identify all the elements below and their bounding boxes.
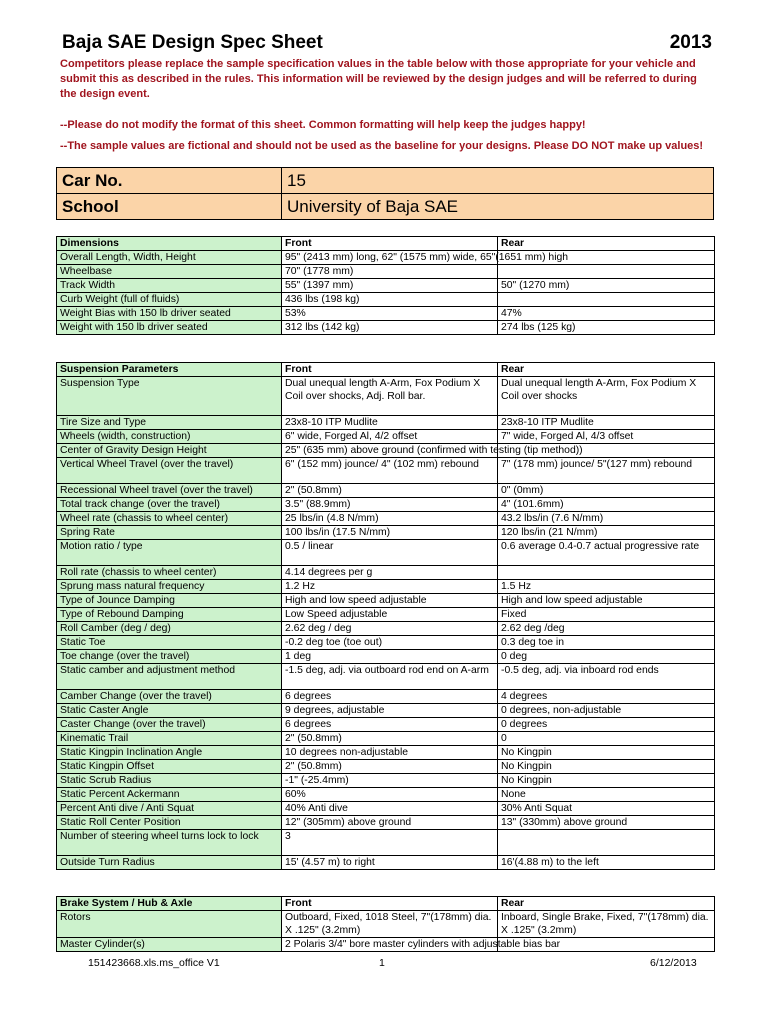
front-value[interactable]: 100 lbs/in (17.5 N/mm): [282, 526, 498, 540]
sheet-year: 2013: [669, 32, 712, 53]
table-row: [57, 377, 715, 416]
suspension-table: [56, 362, 715, 870]
table-row: [57, 802, 715, 816]
table-row: [57, 307, 715, 321]
table-row: [57, 279, 715, 293]
front-value[interactable]: 95" (2413 mm) long, 62" (1575 mm) wide, 65"(1651 mm) high: [282, 251, 498, 265]
car-info-table: [56, 167, 714, 220]
table-row: [57, 650, 715, 664]
spec-label: Static Roll Center Position: [57, 816, 282, 830]
rear-value[interactable]: 0 degrees, non-adjustable: [498, 704, 715, 718]
table-row: [57, 690, 715, 704]
sheet-header: [62, 32, 712, 56]
table-row: [57, 526, 715, 540]
front-value[interactable]: 0.5 / linear: [282, 540, 498, 566]
front-value[interactable]: 2 Polaris 3/4" bore master cylinders with adjustable bias bar: [282, 938, 498, 952]
spec-label: Overall Length, Width, Height: [57, 251, 282, 265]
front-value[interactable]: 70" (1778 mm): [282, 265, 498, 279]
spec-label: Percent Anti dive / Anti Squat: [57, 802, 282, 816]
format-note: --Please do not modify the format of this sheet. Common formatting will help keep the judges happy!: [60, 119, 586, 131]
spec-label: Curb Weight (full of fluids): [57, 293, 282, 307]
spec-label: Number of steering wheel turns lock to lock: [57, 830, 282, 856]
spec-label: Center of Gravity Design Height: [57, 444, 282, 458]
column-header: Front: [282, 363, 498, 377]
table-row: [57, 430, 715, 444]
table-row: [57, 718, 715, 732]
rear-value[interactable]: 0 degrees: [498, 718, 715, 732]
footer-page-number: 1: [379, 957, 385, 969]
table-row: [57, 788, 715, 802]
table-row: [57, 498, 715, 512]
front-value[interactable]: -1" (-25.4mm): [282, 774, 498, 788]
spec-label: Static Kingpin Inclination Angle: [57, 746, 282, 760]
table-row: [57, 856, 715, 870]
school-value[interactable]: University of Baja SAE: [282, 194, 714, 220]
spec-label: Static camber and adjustment method: [57, 664, 282, 690]
column-header: Front: [282, 897, 498, 911]
rear-value[interactable]: [498, 265, 715, 279]
front-value[interactable]: 2" (50.8mm): [282, 484, 498, 498]
column-header: Suspension Parameters: [57, 363, 282, 377]
spec-label: Wheel rate (chassis to wheel center): [57, 512, 282, 526]
spec-label: Kinematic Trail: [57, 732, 282, 746]
table-row: [57, 580, 715, 594]
spec-label: Rotors: [57, 911, 282, 938]
table-row: [57, 830, 715, 856]
front-value[interactable]: Outboard, Fixed, 1018 Steel, 7"(178mm) dia. X .125" (3.2mm): [282, 911, 498, 938]
front-value[interactable]: 10 degrees non-adjustable: [282, 746, 498, 760]
sample-note: --The sample values are fictional and should not be used as the baseline for your designs. Please DO NOT make up values!: [60, 140, 704, 152]
spec-label: Caster Change (over the travel): [57, 718, 282, 732]
spec-label: Static Caster Angle: [57, 704, 282, 718]
spec-label: Sprung mass natural frequency: [57, 580, 282, 594]
table-row: [57, 746, 715, 760]
spec-label: Recessional Wheel travel (over the travel): [57, 484, 282, 498]
rear-value[interactable]: Inboard, Single Brake, Fixed, 7"(178mm) dia. X .125" (3.2mm): [498, 911, 715, 938]
rear-value[interactable]: No Kingpin: [498, 760, 715, 774]
front-value[interactable]: 53%: [282, 307, 498, 321]
spec-label: Master Cylinder(s): [57, 938, 282, 952]
front-value[interactable]: 9 degrees, adjustable: [282, 704, 498, 718]
rear-value[interactable]: 2.62 deg /deg: [498, 622, 715, 636]
school-label: School: [57, 194, 282, 220]
rear-value[interactable]: 0: [498, 732, 715, 746]
table-row: [57, 540, 715, 566]
table-row: [57, 664, 715, 690]
table-row: [57, 594, 715, 608]
brake-table: [56, 896, 715, 952]
table-row: [57, 636, 715, 650]
spec-label: Wheelbase: [57, 265, 282, 279]
rear-value[interactable]: 16'(4.88 m) to the left: [498, 856, 715, 870]
table-row: [57, 704, 715, 718]
table-row: [57, 911, 715, 938]
sheet-title: Baja SAE Design Spec Sheet: [62, 32, 323, 53]
spec-label: Roll rate (chassis to wheel center): [57, 566, 282, 580]
table-row: [57, 608, 715, 622]
table-row: [57, 566, 715, 580]
school-row: [57, 194, 714, 220]
spec-label: Toe change (over the travel): [57, 650, 282, 664]
rear-value[interactable]: 1.5 Hz: [498, 580, 715, 594]
rear-value[interactable]: Fixed: [498, 608, 715, 622]
spec-label: Motion ratio / type: [57, 540, 282, 566]
front-value[interactable]: 6" (152 mm) jounce/ 4" (102 mm) rebound: [282, 458, 498, 484]
front-value[interactable]: 40% Anti dive: [282, 802, 498, 816]
spec-label: Type of Jounce Damping: [57, 594, 282, 608]
rear-value[interactable]: 0" (0mm): [498, 484, 715, 498]
spec-label: Weight Bias with 150 lb driver seated: [57, 307, 282, 321]
table-header-row: [57, 363, 715, 377]
spec-label: Camber Change (over the travel): [57, 690, 282, 704]
spec-label: Static Kingpin Offset: [57, 760, 282, 774]
table-row: [57, 484, 715, 498]
column-header: Rear: [498, 237, 715, 251]
rear-value[interactable]: 274 lbs (125 kg): [498, 321, 715, 335]
rear-value[interactable]: 4 degrees: [498, 690, 715, 704]
spec-label: Static Percent Ackermann: [57, 788, 282, 802]
rear-value[interactable]: 7" wide, Forged Al, 4/3 offset: [498, 430, 715, 444]
rear-value[interactable]: 0.3 deg toe in: [498, 636, 715, 650]
front-value[interactable]: 6 degrees: [282, 690, 498, 704]
rear-value[interactable]: 7" (178 mm) jounce/ 5"(127 mm) rebound: [498, 458, 715, 484]
table-header-row: [57, 237, 715, 251]
spec-label: Suspension Type: [57, 377, 282, 416]
table-row: [57, 321, 715, 335]
intro-note: Competitors please replace the sample specification values in the table below with those appropriate for your vehicle and submit this as described in the rules. This information will be reviewed by the design judges and will be referred to during the design event.: [60, 58, 697, 100]
front-value[interactable]: 6 degrees: [282, 718, 498, 732]
rear-value[interactable]: 0.6 average 0.4-0.7 actual progressive rate: [498, 540, 715, 566]
car-no-value[interactable]: 15: [282, 168, 714, 194]
front-value[interactable]: 312 lbs (142 kg): [282, 321, 498, 335]
table-row: [57, 251, 715, 265]
table-row: [57, 816, 715, 830]
table-row: [57, 760, 715, 774]
rear-value[interactable]: No Kingpin: [498, 774, 715, 788]
table-row: [57, 293, 715, 307]
rear-value[interactable]: 50" (1270 mm): [498, 279, 715, 293]
rear-value[interactable]: 43.2 lbs/in (7.6 N/mm): [498, 512, 715, 526]
rear-value[interactable]: No Kingpin: [498, 746, 715, 760]
rear-value[interactable]: None: [498, 788, 715, 802]
spec-label: Tire Size and Type: [57, 416, 282, 430]
front-value[interactable]: -1.5 deg, adj. via outboard rod end on A-arm: [282, 664, 498, 690]
table-row: [57, 512, 715, 526]
rear-value[interactable]: [498, 293, 715, 307]
table-row: [57, 732, 715, 746]
front-value[interactable]: 15' (4.57 m) to right: [282, 856, 498, 870]
dimensions-table: [56, 236, 715, 335]
front-value[interactable]: 3: [282, 830, 498, 856]
rear-value[interactable]: Dual unequal length A-Arm, Fox Podium X Coil over shocks: [498, 377, 715, 416]
footer-filename: 151423668.xls.ms_office V1: [88, 957, 220, 969]
rear-value[interactable]: High and low speed adjustable: [498, 594, 715, 608]
table-row: [57, 416, 715, 430]
column-header: Front: [282, 237, 498, 251]
front-value[interactable]: 12" (305mm) above ground: [282, 816, 498, 830]
front-value[interactable]: Low Speed adjustable: [282, 608, 498, 622]
front-value[interactable]: 60%: [282, 788, 498, 802]
rear-value[interactable]: 23x8-10 ITP Mudlite: [498, 416, 715, 430]
front-value[interactable]: 1 deg: [282, 650, 498, 664]
rear-value[interactable]: -0.5 deg, adj. via inboard rod ends: [498, 664, 715, 690]
spec-label: Type of Rebound Damping: [57, 608, 282, 622]
rear-value[interactable]: [498, 566, 715, 580]
rear-value[interactable]: 30% Anti Squat: [498, 802, 715, 816]
rear-value[interactable]: 0 deg: [498, 650, 715, 664]
car-no-row: [57, 168, 714, 194]
front-value[interactable]: 55" (1397 mm): [282, 279, 498, 293]
spec-label: Spring Rate: [57, 526, 282, 540]
footer-date: 6/12/2013: [650, 957, 697, 969]
rear-value[interactable]: 47%: [498, 307, 715, 321]
front-value[interactable]: High and low speed adjustable: [282, 594, 498, 608]
front-value[interactable]: 2.62 deg / deg: [282, 622, 498, 636]
front-value[interactable]: 436 lbs (198 kg): [282, 293, 498, 307]
spec-label: Static Toe: [57, 636, 282, 650]
spec-label: Weight with 150 lb driver seated: [57, 321, 282, 335]
table-header-row: [57, 897, 715, 911]
table-row: [57, 444, 715, 458]
rear-value[interactable]: 13" (330mm) above ground: [498, 816, 715, 830]
table-row: [57, 622, 715, 636]
front-value[interactable]: 25" (635 mm) above ground (confirmed with testing (tip method)): [282, 444, 498, 458]
front-value[interactable]: -0.2 deg toe (toe out): [282, 636, 498, 650]
spec-label: Roll Camber (deg / deg): [57, 622, 282, 636]
front-value[interactable]: 1.2 Hz: [282, 580, 498, 594]
table-row: [57, 938, 715, 952]
spec-label: Total track change (over the travel): [57, 498, 282, 512]
spec-label: Static Scrub Radius: [57, 774, 282, 788]
rear-value[interactable]: [498, 830, 715, 856]
column-header: Dimensions: [57, 237, 282, 251]
spec-label: Wheels (width, construction): [57, 430, 282, 444]
spec-label: Track Width: [57, 279, 282, 293]
rear-value[interactable]: 120 lbs/in (21 N/mm): [498, 526, 715, 540]
table-row: [57, 265, 715, 279]
front-value[interactable]: 3.5" (88.9mm): [282, 498, 498, 512]
spec-label: Vertical Wheel Travel (over the travel): [57, 458, 282, 484]
front-value[interactable]: 23x8-10 ITP Mudlite: [282, 416, 498, 430]
front-value[interactable]: 2" (50.8mm): [282, 760, 498, 774]
table-row: [57, 458, 715, 484]
spec-label: Outside Turn Radius: [57, 856, 282, 870]
column-header: Brake System / Hub & Axle: [57, 897, 282, 911]
front-value[interactable]: 2" (50.8mm): [282, 732, 498, 746]
front-value[interactable]: 6" wide, Forged Al, 4/2 offset: [282, 430, 498, 444]
table-row: [57, 774, 715, 788]
column-header: Rear: [498, 363, 715, 377]
rear-value[interactable]: 4" (101.6mm): [498, 498, 715, 512]
car-no-label: Car No.: [57, 168, 282, 194]
column-header: Rear: [498, 897, 715, 911]
front-value[interactable]: 25 lbs/in (4.8 N/mm): [282, 512, 498, 526]
front-value[interactable]: 4.14 degrees per g: [282, 566, 498, 580]
front-value[interactable]: Dual unequal length A-Arm, Fox Podium X Coil over shocks, Adj. Roll bar.: [282, 377, 498, 416]
